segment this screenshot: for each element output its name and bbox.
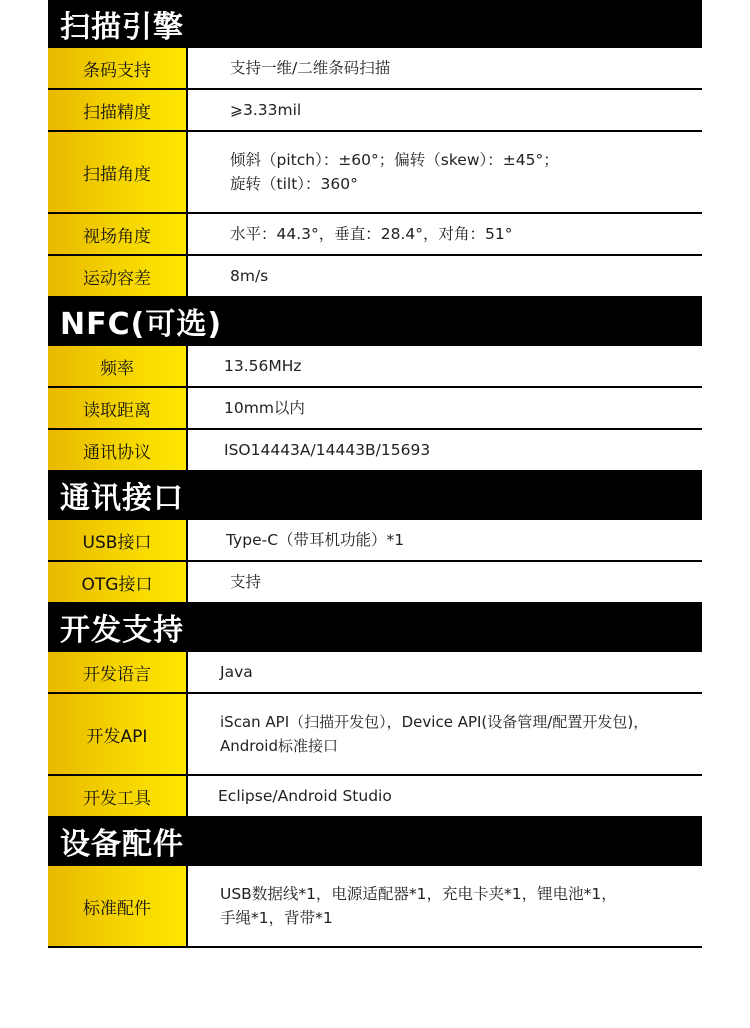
spec-label: USB接口	[48, 520, 188, 560]
spec-value	[188, 430, 702, 470]
spec-value-line: 10mm以内	[224, 399, 305, 417]
spec-row-scan-angle	[48, 132, 702, 214]
spec-label: OTG接口	[48, 562, 188, 602]
spec-label: 标准配件	[48, 866, 188, 946]
spec-row-field-of-view	[48, 214, 702, 256]
spec-row-tools	[48, 776, 702, 816]
spec-value-line: 水平：44.3°，垂直：28.4°，对角：51°	[230, 225, 513, 243]
spec-label: 扫描角度	[48, 132, 188, 212]
spec-row-motion-tolerance	[48, 256, 702, 296]
spec-value	[188, 694, 702, 774]
spec-value-line: 倾斜（pitch）：±60°；偏转（skew）：±45°；	[230, 151, 559, 169]
spec-row-frequency	[48, 346, 702, 388]
spec-value-line: 13.56MHz	[224, 357, 302, 375]
spec-label: 视场角度	[48, 214, 188, 254]
spec-value-line: Type-C（带耳机功能）*1	[226, 531, 405, 549]
section-header-accessories: 设备配件	[48, 816, 702, 866]
spec-row-language	[48, 652, 702, 694]
spec-sheet	[48, 0, 702, 948]
spec-label: 开发语言	[48, 652, 188, 692]
spec-label: 读取距离	[48, 388, 188, 428]
spec-row-api	[48, 694, 702, 776]
section-header-development: 开发支持	[48, 602, 702, 652]
spec-value	[188, 652, 702, 692]
spec-value	[188, 776, 702, 816]
spec-value	[188, 48, 702, 88]
spec-row-read-distance	[48, 388, 702, 430]
spec-value	[188, 520, 702, 560]
spec-value	[188, 90, 702, 130]
spec-value-line: Android标准接口	[220, 737, 338, 755]
spec-value	[188, 132, 702, 212]
spec-value-line: 支持一维/二维条码扫描	[230, 59, 391, 77]
spec-label: 条码支持	[48, 48, 188, 88]
spec-value-line: 8m/s	[230, 267, 269, 285]
spec-row-otg	[48, 562, 702, 602]
spec-value	[188, 346, 702, 386]
spec-value	[188, 214, 702, 254]
spec-label: 运动容差	[48, 256, 188, 296]
spec-value-line: USB数据线*1，电源适配器*1，充电卡夹*1，锂电池*1，	[220, 885, 617, 903]
spec-row-protocol	[48, 430, 702, 470]
section-header-nfc: NFC(可选)	[48, 296, 702, 346]
section-header-scan-engine: 扫描引擎	[48, 0, 702, 48]
spec-label: 频率	[48, 346, 188, 386]
spec-label: 扫描精度	[48, 90, 188, 130]
spec-value	[188, 256, 702, 296]
spec-row-usb	[48, 520, 702, 562]
spec-value-line: Eclipse/Android Studio	[218, 787, 392, 805]
spec-value-line: ISO14443A/14443B/15693	[224, 441, 431, 459]
spec-row-scan-precision	[48, 90, 702, 132]
spec-value-line: Java	[220, 663, 253, 681]
spec-value-line: ⩾3.33mil	[230, 101, 302, 119]
spec-value-line: 旋转（tilt）：360°	[230, 175, 358, 193]
spec-value	[188, 562, 702, 602]
spec-value	[188, 866, 702, 946]
spec-value-line: 支持	[230, 573, 262, 591]
spec-row-standard-accessories	[48, 866, 702, 948]
spec-label: 开发API	[48, 694, 188, 774]
spec-value-line: iScan API（扫描开发包），Device API(设备管理/配置开发包)，	[220, 713, 649, 731]
spec-label: 通讯协议	[48, 430, 188, 470]
section-header-communication: 通讯接口	[48, 470, 702, 520]
spec-row-barcode-support	[48, 48, 702, 90]
spec-value-line: 手绳*1，背带*1	[220, 909, 333, 927]
spec-value	[188, 388, 702, 428]
spec-label: 开发工具	[48, 776, 188, 816]
